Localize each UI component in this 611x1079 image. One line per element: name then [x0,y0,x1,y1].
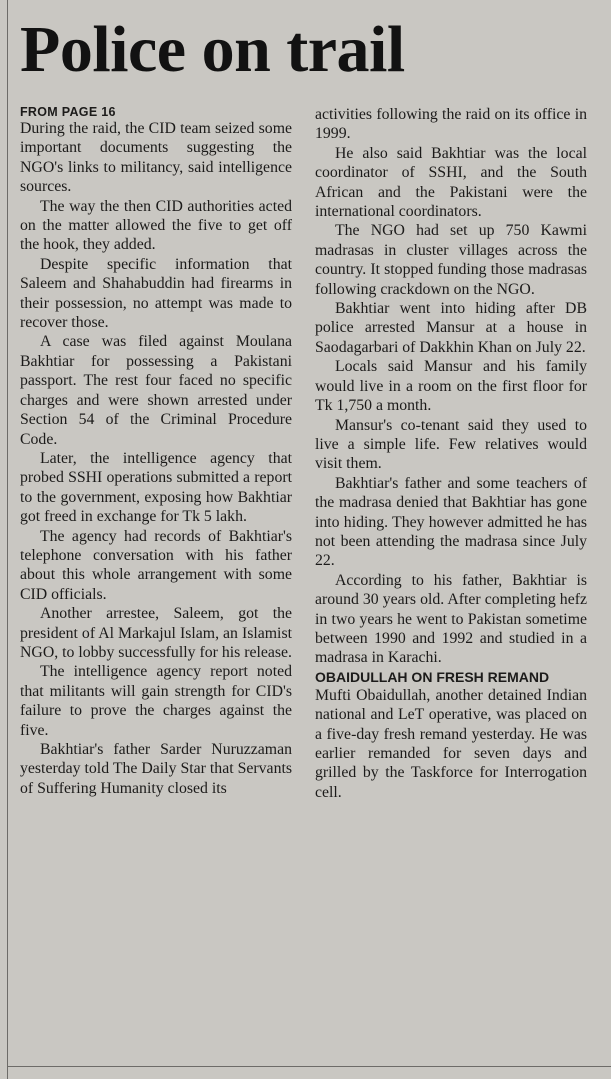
left-column [20,105,292,798]
paragraph: According to his father, Bakhtiar is around 30 years old. After completing hefz in two years he went to Pakistan sometime between 1990 and 1992 and studied in a madrasa in Karachi. [315,571,587,667]
paragraph: Bakhtiar's father and some teachers of the madrasa denied that Bakhtiar has gone into hiding. They however admitted he has not been attending the madrasa since July 22. [315,474,587,570]
paragraph: Later, the intelligence agency that probed SSHI operations submitted a report to the government, exposing how Bakhtiar got freed in exchange for Tk 5 lakh. [20,449,292,526]
paragraph: The NGO had set up 750 Kawmi madrasas in cluster villages across the country. It stopped funding those madrasas following crackdown on the NGO. [315,222,587,298]
paragraph: Another arrestee, Saleem, got the president of Al Markajul Islam, an Islamist NGO, to lobby successfully for his release. [20,605,292,661]
paragraph: Mansur's co-tenant said they used to live a simple life. Few relatives would visit them. [315,416,587,473]
subhead: OBAIDULLAH ON FRESH REMAND [315,668,550,685]
paragraph: The agency had records of Bakhtiar's telephone conversation with his father about this whole arrangement with some CID officials. [20,527,292,603]
kicker: FROM PAGE 16 [20,105,116,119]
column-rule-left [7,0,8,1079]
right-column [315,105,587,802]
paragraph: Bakhtiar's father Sarder Nuruzzaman yesterday told The Daily Star that Servants of Suffering Humanity closed its [20,741,292,797]
paragraph: He also said Bakhtiar was the local coordinator of SSHI, and the South African and the Pakistani were the international coordinators. [315,144,587,221]
paragraph: A case was filed against Moulana Bakhtiar for possessing a Pakistani passport. The rest four faced no specific charges and were shown arrested under Section 54 of the Criminal Procedure Code. [20,333,292,448]
paragraph: activities following the raid on its office in 1999. [315,106,587,143]
paragraph: Despite specific information that Saleem and Shahabuddin had firearms in their possession, no attempt was made to recover those. [20,255,292,332]
paragraph: Locals said Mansur and his family would live in a room on the first floor for Tk 1,750 a month. [315,358,587,415]
column-rule-bottom [7,1066,611,1067]
paragraph: During the raid, the CID team seized some important documents suggesting the NGO's links to militancy, said intelligence sources. [20,120,292,196]
paragraph: Mufti Obaidullah, another detained Indian national and LeT operative, was placed on a five-day fresh remand yesterday. He was earlier remanded for seven days and grilled by the Taskforce for Interrogation cell. [315,686,587,801]
paragraph: The intelligence agency report noted that militants will gain strength for CID's failure to prove the charges against the five. [20,663,292,739]
paragraph: Bakhtiar went into hiding after DB police arrested Mansur at a house in Saodagarbari of Dakkhin Khan on July 22. [315,300,587,356]
paragraph: The way the then CID authorities acted on the matter allowed the five to get off the hook, they added. [20,197,292,254]
headline: Police on trail [20,13,405,86]
